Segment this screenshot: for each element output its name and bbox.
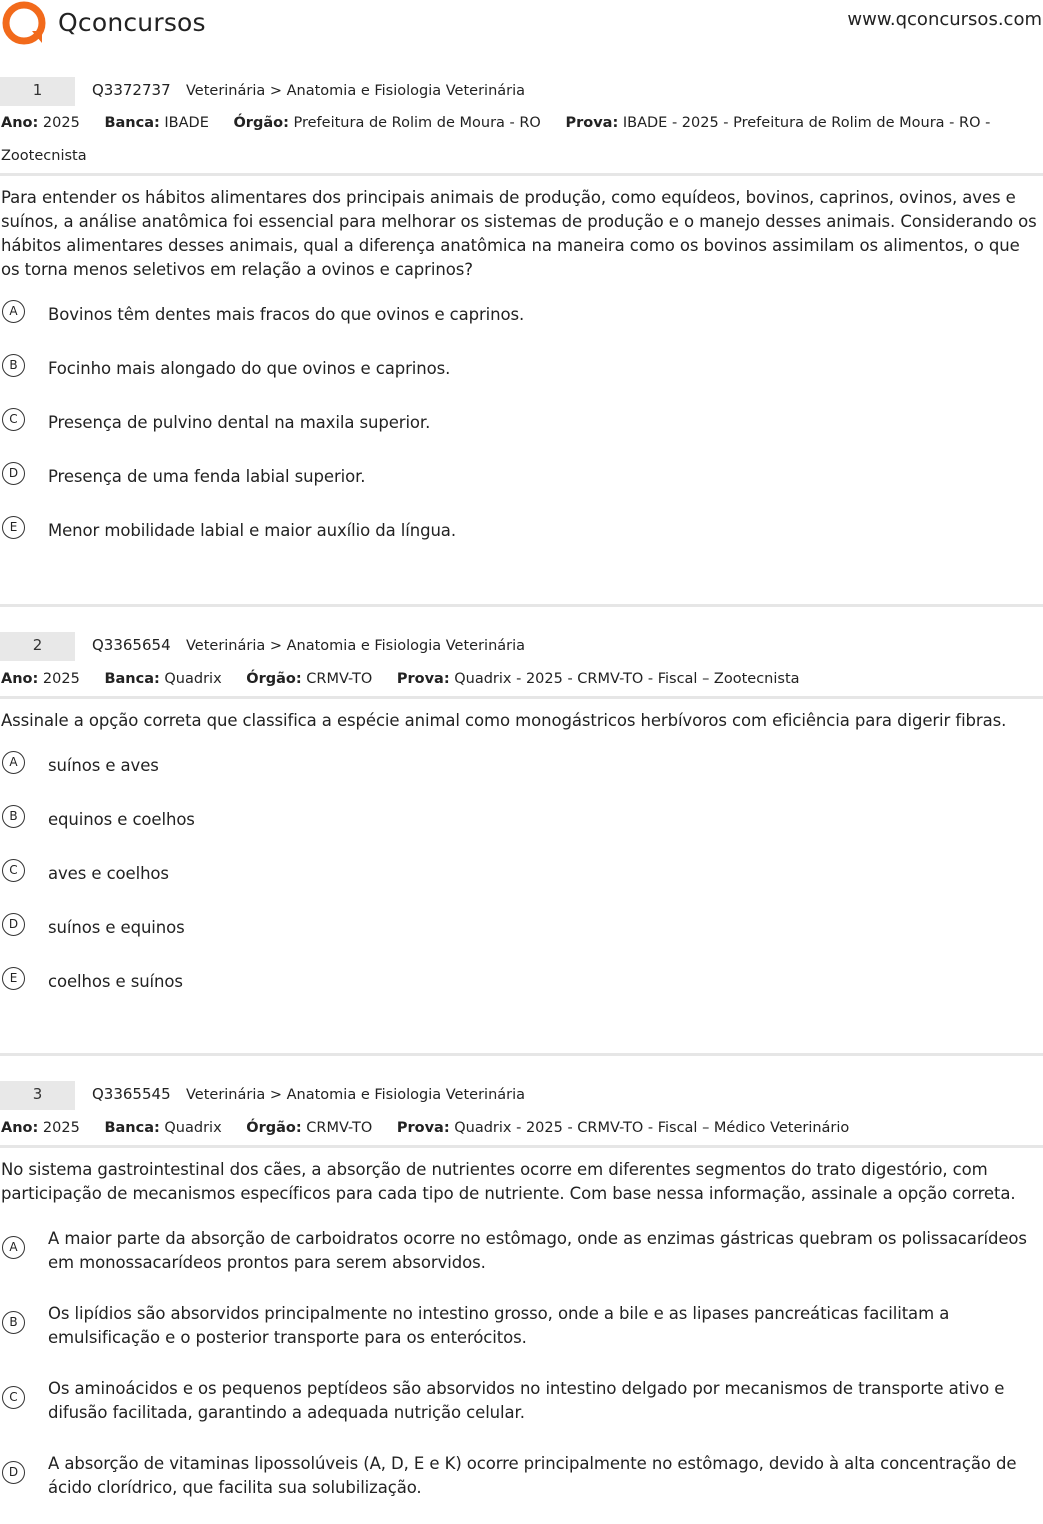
question-3 [0,1081,1043,1524]
option-a[interactable] [0,1224,1043,1275]
option-text: aves e coelhos [48,864,169,883]
ano-value: 2025 [42,1120,80,1136]
option-letter-circle[interactable]: B [2,1311,25,1334]
banca-label: Banca: [104,671,160,687]
option-letter-circle[interactable]: A [2,1236,25,1259]
option-b[interactable] [0,805,1043,835]
option-text: Focinho mais alongado do que ovinos e caprinos. [48,359,451,378]
question-statement: Para entender os hábitos alimentares dos principais animais de produção, como equídeos, bovinos, caprinos, ovinos, aves e suínos, a análise anatômica foi essencial para melhorar os sistemas de produção e o manejo desses animais. Considerando os hábitos alimentares desses animais, qual a diferença anatômica na maneira como os bovinos assimilam os alimentos, o que os torna menos seletivos em relação a ovinos e caprinos? [1,188,1037,279]
orgao-label: Órgão: [246,1120,302,1136]
question-meta [0,1111,1043,1145]
option-text: Bovinos têm dentes mais fracos do que ovinos e caprinos. [48,305,525,324]
orgao-value: CRMV-TO [306,671,373,687]
option-letter-circle[interactable]: D [2,462,25,485]
option-text: coelhos e suínos [48,972,183,991]
option-text: Os lipídios são absorvidos principalmente no intestino grosso, onde a bile e as lipases pancreáticas facilitam a emulsificação e o posterior transporte para os enterócitos. [48,1304,950,1347]
option-letter-circle[interactable]: B [2,805,25,828]
option-text: A absorção de vitaminas lipossolúveis (A, D, E e K) ocorre principalmente no estômago, devido à alta concentração de ácido clorídrico, que facilita sua solubilização. [48,1454,1017,1497]
question-header [0,1081,1043,1111]
orgao-value: Prefeitura de Rolim de Moura - RO [293,115,541,131]
banca-value: Quadrix [164,671,222,687]
option-text: Presença de uma fenda labial superior. [48,467,366,486]
ano-value: 2025 [42,115,80,131]
option-text: Os aminoácidos e os pequenos peptídeos são absorvidos no intestino delgado por mecanismos de transporte ativo e difusão facilitada, garantindo a adequada nutrição celular. [48,1379,1005,1422]
option-letter-circle[interactable]: C [2,408,25,431]
prova-value: Quadrix - 2025 - CRMV-TO - Fiscal – Médico Veterinário [454,1120,850,1136]
question-statement: No sistema gastrointestinal dos cães, a absorção de nutrientes ocorre em diferentes segmentos do trato digestório, com participação de mecanismos específicos para cada tipo de nutriente. Com base nessa informação, assinale a opção correta. [1,1160,1016,1203]
option-d[interactable] [0,462,1043,492]
question-subject[interactable]: Veterinária > Anatomia e Fisiologia Veterinária [186,1087,526,1103]
option-letter-circle[interactable]: D [2,913,25,936]
brand-name[interactable]: Qconcursos [58,8,206,37]
option-text: equinos e coelhos [48,810,195,829]
question-subject[interactable]: Veterinária > Anatomia e Fisiologia Veterinária [186,83,526,99]
question-id[interactable]: Q3365654 [92,636,171,654]
prova-value: IBADE - 2025 - Prefeitura de Rolim de Moura - RO - Zootecnista [1,115,991,164]
option-text: suínos e aves [48,756,159,775]
option-letter-circle[interactable]: A [2,751,25,774]
question-meta [0,107,1043,173]
prova-value: Quadrix - 2025 - CRMV-TO - Fiscal – Zootecnista [454,671,800,687]
prova-label: Prova: [396,671,450,687]
option-letter-circle[interactable]: C [2,859,25,882]
option-text: Menor mobilidade labial e maior auxílio da língua. [48,521,456,540]
option-e[interactable] [0,516,1043,546]
option-c[interactable] [0,1374,1043,1425]
option-d[interactable] [0,1449,1043,1500]
option-letter-circle[interactable]: A [2,300,25,323]
banca-label: Banca: [104,1120,160,1136]
question-id[interactable]: Q3365545 [92,1085,171,1103]
qconcursos-logo-icon[interactable] [2,1,46,45]
banca-value: Quadrix [164,1120,222,1136]
question-number: 1 [0,77,75,106]
orgao-label: Órgão: [246,671,302,687]
page-header [0,0,1043,50]
ano-value: 2025 [42,671,80,687]
option-a[interactable] [0,300,1043,330]
question-meta [0,662,1043,696]
option-b[interactable] [0,354,1043,384]
question-statement: Assinale a opção correta que classifica a espécie animal como monogástricos herbívoros com eficiência para digerir fibras. [1,711,1007,730]
option-text: suínos e equinos [48,918,185,937]
option-letter-circle[interactable]: E [2,516,25,539]
orgao-label: Órgão: [233,115,289,131]
option-a[interactable] [0,751,1043,781]
prova-label: Prova: [396,1120,450,1136]
option-b[interactable] [0,1299,1043,1350]
option-e[interactable] [0,967,1043,997]
option-c[interactable] [0,859,1043,889]
banca-value: IBADE [164,115,209,131]
banca-label: Banca: [104,115,160,131]
orgao-value: CRMV-TO [306,1120,373,1136]
option-letter-circle[interactable]: B [2,354,25,377]
ano-label: Ano: [1,671,39,687]
options-list [0,300,1043,546]
question-id[interactable]: Q3372737 [92,81,171,99]
option-letter-circle[interactable]: E [2,967,25,990]
question-number: 2 [0,632,75,661]
question-number: 3 [0,1081,75,1110]
options-list [0,751,1043,997]
question-header [0,632,1043,662]
option-text: A maior parte da absorção de carboidratos ocorre no estômago, onde as enzimas gástricas quebram os polissacarídeos em monossacarídeos prontos para serem absorvidos. [48,1229,1027,1272]
options-list [0,1224,1043,1500]
question-1 [0,77,1043,570]
question-header [0,77,1043,107]
option-letter-circle[interactable]: D [2,1461,25,1484]
question-divider [0,604,1043,607]
prova-label: Prova: [565,115,619,131]
question-subject[interactable]: Veterinária > Anatomia e Fisiologia Veterinária [186,638,526,654]
option-d[interactable] [0,913,1043,943]
site-url[interactable]: www.qconcursos.com [847,9,1042,30]
option-letter-circle[interactable]: C [2,1386,25,1409]
question-divider [0,1053,1043,1056]
option-c[interactable] [0,408,1043,438]
ano-label: Ano: [1,115,39,131]
question-2 [0,632,1043,1021]
ano-label: Ano: [1,1120,39,1136]
option-text: Presença de pulvino dental na maxila superior. [48,413,431,432]
